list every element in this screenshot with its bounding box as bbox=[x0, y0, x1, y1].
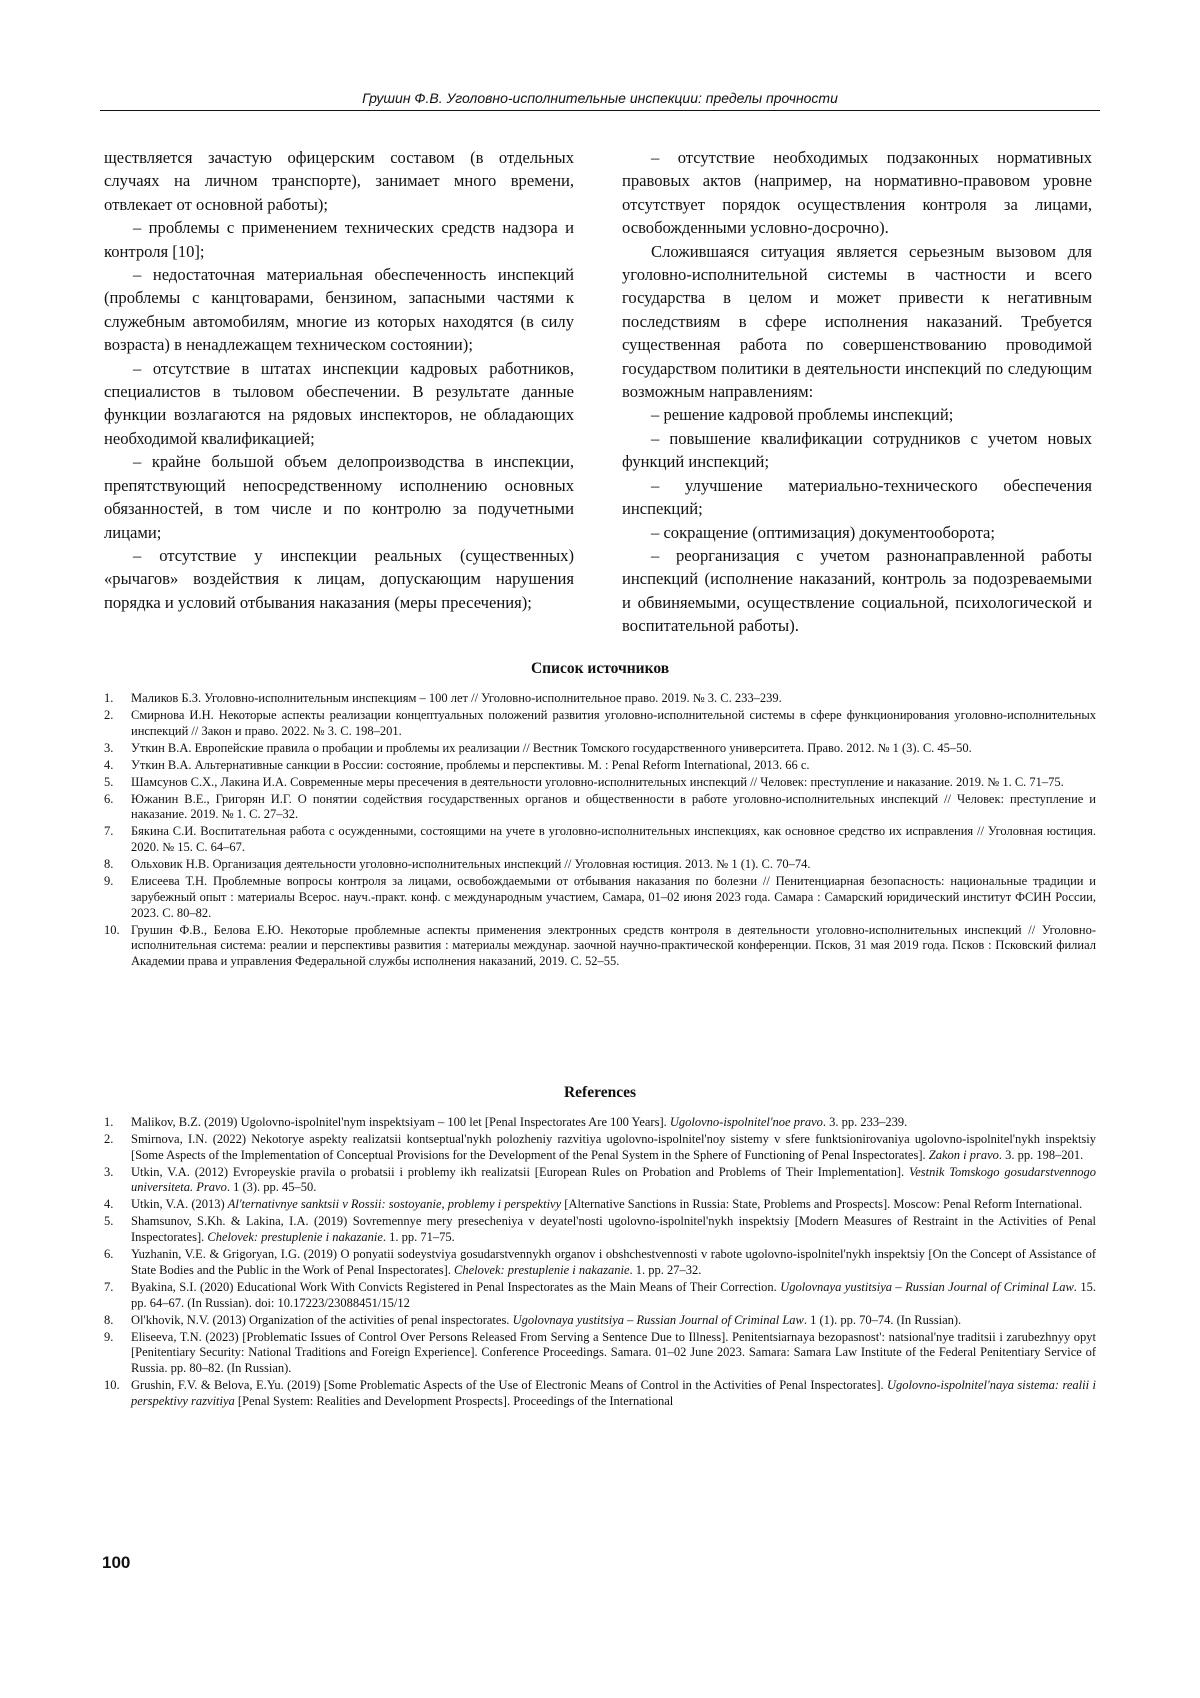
sources-list bbox=[104, 691, 1096, 971]
reference-entry-text: [Alternative Sanctions in Russia: State, Problems and Prospects]. Moscow: Penal Reform International. bbox=[561, 1197, 1082, 1211]
reference-entry-9 bbox=[104, 1330, 1096, 1377]
reference-entry-text: Smirnova, I.N. (2022) Nekotorye aspekty realizatsii kontseptual'nykh polozheniy razvitiya ugolovno-ispolnitel'noy sistemy v sfere funktsionirovaniya ugolovno-ispolnitel'nykh inspektsiy [Some Aspects of the Implementation of Conceptual Provisions for the Development of the Penal System in the Sphere of Functioning of Penal Inspectorates]. bbox=[131, 1132, 1096, 1162]
left-column-paragraph-4: – отсутствие в штатах инспекции кадровых работни­ков, специалистов в тыловом обеспечении. В результате данные функции возлагаются на рядовых инспекторов, не обладающих необходимой квалификацией; bbox=[104, 357, 574, 451]
source-entry-number: 6. bbox=[104, 792, 113, 808]
reference-entry-text: Utkin, V.A. (2013) bbox=[131, 1197, 228, 1211]
page-number: 100 bbox=[102, 1553, 130, 1573]
source-entry-text: Елисеева Т.Н. Проблемные вопросы контроля за лицами, освобождаемыми от отбывания наказания по болезни // Пенитенциарная безопас­ность: национальные традиции и зарубежный опыт : материалы Всерос. науч.-практ. конф. с международным участием, Самара, 01–02 июня 2023 года. Самара : Самарский юридический институт ФСИН России, 2023. С. 80–82. bbox=[131, 874, 1096, 919]
reference-entry-number: 6. bbox=[104, 1247, 113, 1263]
reference-entry-source-title: Vestnik Tomskogo gosudarstvennogo universiteta. Pravo bbox=[131, 1165, 1096, 1195]
source-entry-9 bbox=[104, 874, 1096, 921]
source-entry-number: 5. bbox=[104, 775, 113, 791]
left-column-paragraph-5: – крайне большой объем делопроизводства в инспек­ции, препятствующий непосредственному исполнению основных обязанностей, в том числе и по контролю за подучетными лицами; bbox=[104, 450, 574, 544]
references-list bbox=[104, 1115, 1096, 1411]
reference-entry-4 bbox=[104, 1197, 1096, 1213]
reference-entry-text: . 3. pp. 198–201. bbox=[999, 1148, 1083, 1162]
source-entry-7 bbox=[104, 824, 1096, 855]
reference-entry-source-title: Al'ternativnye sanktsii v Rossii: sostoyanie, problemy i perspektivy bbox=[228, 1197, 561, 1211]
source-entry-number: 1. bbox=[104, 691, 113, 707]
reference-entry-source-title: Zakon i pravo bbox=[929, 1148, 999, 1162]
reference-entry-5 bbox=[104, 1214, 1096, 1245]
left-column-paragraph-1: ществляется зачастую офицерским составом (в отдель­ных случаях на личном транспорте), занимает много времени, отвлекает от основной работы); bbox=[104, 146, 574, 216]
reference-entry-source-title: Chelovek: prestuplenie i nakazanie bbox=[207, 1230, 383, 1244]
reference-entry-text: Yuzhanin, V.E. & Grigoryan, I.G. (2019) O ponyatii sodeystviya gosudarstvennykh organov i obshchestvennosti v rabote ugolovno-ispolnitel'nykh inspektsiy [On the Concept of Assistance of State Bodies and the Public in the Work of Penal Inspectorates]. bbox=[131, 1247, 1096, 1277]
reference-entry-number: 5. bbox=[104, 1214, 113, 1230]
reference-entry-text: Grushin, F.V. & Belova, E.Yu. (2019) [Some Problematic Aspects of the Use of Electronic Means of Control in the Activities of Penal Inspectorates]. bbox=[131, 1378, 887, 1392]
header-rule bbox=[100, 110, 1100, 111]
source-entry-2 bbox=[104, 708, 1096, 739]
reference-entry-10 bbox=[104, 1378, 1096, 1409]
source-entry-text: Бякина С.И. Воспитательная работа с осужденными, состоящими на учете в уголовно-исполнительных инспекциях, как основное средство их исправления // Уголовная юстиция. 2020. № 15. С. 64–67. bbox=[131, 824, 1096, 854]
reference-entry-number: 1. bbox=[104, 1115, 113, 1131]
reference-entry-text: Malikov, B.Z. (2019) Ugolovno-ispolnitel'nym inspektsiyam – 100 let [Penal Inspectorates Are 100 Years]. bbox=[131, 1115, 670, 1129]
reference-entry-text: Byakina, S.I. (2020) Educational Work With Convicts Registered in Penal Inspectorates as the Main Means of Their Correction. bbox=[131, 1280, 780, 1294]
reference-entry-text: [Penal System: Realities and Development Prospects]. Proceedings of the International bbox=[235, 1394, 673, 1408]
source-entry-number: 3. bbox=[104, 741, 113, 757]
reference-entry-8 bbox=[104, 1313, 1096, 1329]
reference-entry-text: . 1 (3). pp. 45–50. bbox=[227, 1180, 317, 1194]
source-entry-10 bbox=[104, 923, 1096, 970]
source-entry-text: Уткин В.А. Альтернативные санкции в России: состояние, проблемы и перспективы. М. : Penal Reform International, 2013. 66 с. bbox=[131, 758, 810, 772]
reference-entry-number: 10. bbox=[104, 1378, 120, 1394]
right-text-column bbox=[622, 146, 1092, 638]
reference-entry-source-title: Chelovek: prestuplenie i nakazanie bbox=[454, 1263, 630, 1277]
reference-entry-text: . 1 (1). pp. 70–74. (In Russian). bbox=[804, 1313, 961, 1327]
reference-entry-text: Eliseeva, T.N. (2023) [Problematic Issues of Control Over Persons Released From Serving a Sentence Due to Illness]. Penitentsiarnaya bezopasnost': natsional'nye traditsii i zarubezhnyy opyt [Penitentiary Security: National Traditions and Foreign Experience]. Conference Proceedings. Samara. 01–02 June 2023. Samara: Samara Law Institute of the Federal Penitentiary Service of Russia. pp. 80–82. (In Russian). bbox=[131, 1330, 1096, 1375]
source-entry-number: 8. bbox=[104, 857, 113, 873]
source-entry-number: 9. bbox=[104, 874, 113, 890]
reference-entry-text: . 15. pp. 64–67. (In Russian). doi: 10.17223/23088451/15/12 bbox=[131, 1280, 1096, 1310]
left-column-paragraph-2: – проблемы с применением технических средств надзора и контроля [10]; bbox=[104, 216, 574, 263]
reference-entry-7 bbox=[104, 1280, 1096, 1311]
source-entry-1 bbox=[104, 691, 1096, 707]
reference-entry-text: . 3. pp. 233–239. bbox=[823, 1115, 907, 1129]
running-head: Грушин Ф.В. Уголовно-исполнительные инспекции: пределы прочности bbox=[100, 89, 1100, 107]
reference-entry-number: 3. bbox=[104, 1165, 113, 1181]
source-entry-text: Маликов Б.З. Уголовно-исполнительным инспекциям – 100 лет // Уголовно-исполнительное право. 2019. № 3. С. 233–239. bbox=[131, 691, 782, 705]
reference-entry-number: 8. bbox=[104, 1313, 113, 1329]
reference-entry-text: . 1. pp. 27–32. bbox=[630, 1263, 702, 1277]
right-column-paragraph-6: – сокращение (оптимизация) документооборота; bbox=[622, 521, 1092, 544]
reference-entry-source-title: Ugolovno-ispolnitel'naya sistema: realii i perspektivy razvitiya bbox=[131, 1378, 1096, 1408]
left-column-paragraph-3: – недостаточная материальная обеспеченность ин­спекций (проблемы с канцтоварами, бензином, запас­ными частями к служебным автомобилям, многие из ко­торых находятся (в силу возраста) в ненадлежащем тех­ническом состоянии); bbox=[104, 263, 574, 357]
left-text-column bbox=[104, 146, 574, 614]
source-entry-4 bbox=[104, 758, 1096, 774]
reference-entry-text: Ol'khovik, N.V. (2013) Organization of the activities of penal inspectorates. bbox=[131, 1313, 513, 1327]
reference-entry-6 bbox=[104, 1247, 1096, 1278]
reference-entry-number: 9. bbox=[104, 1330, 113, 1346]
right-column-paragraph-5: – улучшение материально-технического обеспече­ния инспекций; bbox=[622, 474, 1092, 521]
source-entry-number: 10. bbox=[104, 923, 120, 939]
source-entry-text: Смирнова И.Н. Некоторые аспекты реализации концептуальных положений развития уголовно-исполнительной системы в сфере функцио­нирования уголовно-исполнительных инспекций // Закон и право. 2022. № 3. С. 198–201. bbox=[131, 708, 1096, 738]
reference-entry-3 bbox=[104, 1165, 1096, 1196]
reference-entry-2 bbox=[104, 1132, 1096, 1163]
source-entry-3 bbox=[104, 741, 1096, 757]
sources-heading: Список источников bbox=[100, 659, 1100, 679]
source-entry-text: Шамсунов С.Х., Лакина И.А. Современные меры пресечения в деятельности уголовно-исполнительных инспекций // Человек: преступление и наказание. 2019. № 1. С. 71–75. bbox=[131, 775, 1064, 789]
references-heading: References bbox=[100, 1083, 1100, 1103]
source-entry-6 bbox=[104, 792, 1096, 823]
reference-entry-text: . 1. pp. 71–75. bbox=[383, 1230, 455, 1244]
reference-entry-number: 2. bbox=[104, 1132, 113, 1148]
source-entry-5 bbox=[104, 775, 1096, 791]
reference-entry-source-title: Ugolovnaya yustitsiya – Russian Journal of Criminal Law bbox=[780, 1280, 1074, 1294]
journal-page bbox=[0, 0, 1200, 1698]
source-entry-text: Уткин В.А. Европейские правила о пробации и проблемы их реализации // Вестник Томского государственного университета. Право. 2012. № 1 (3). С. 45–50. bbox=[131, 741, 972, 755]
reference-entry-source-title: Ugolovno-ispolnitel'noe pravo bbox=[670, 1115, 823, 1129]
right-column-paragraph-2: Сложившаяся ситуация является серьезным вызовом для уголовно-исполнительной системы в частности и всего государства в целом и может привести к негатив­ным последствиям в сфере исполнения наказаний. Требу­ется существенная работа по совершенствованию прово­димой государством политики в деятельности инспекций по следующим возможным направлениям: bbox=[622, 240, 1092, 404]
reference-entry-1 bbox=[104, 1115, 1096, 1131]
reference-entry-number: 4. bbox=[104, 1197, 113, 1213]
source-entry-text: Южанин В.Е., Григорян И.Г. О понятии содействия государственных органов и общественности в работе уголовно-исполнительных инспек­ций // Человек: преступление и наказание. 2019. № 1. С. 27–32. bbox=[131, 792, 1096, 822]
right-column-paragraph-3: – решение кадровой проблемы инспекций; bbox=[622, 403, 1092, 426]
reference-entry-number: 7. bbox=[104, 1280, 113, 1296]
right-column-paragraph-7: – реорганизация с учетом разнонаправленной ра­боты инспекций (исполнение наказаний, контроль за по­дозреваемыми и обвиняемыми, осуществление социаль­ной, психологической и воспитательной работы). bbox=[622, 544, 1092, 638]
reference-entry-text: Utkin, V.A. (2012) Evropeyskie pravila o probatsii i problemy ikh realizatsii [European Rules on Probation and Problems of Their Implementation]. bbox=[131, 1165, 909, 1179]
reference-entry-text: Shamsunov, S.Kh. & Lakina, I.A. (2019) Sovremennye mery presecheniya v deyatel'nosti ugolovno-ispolnitel'nykh inspektsiy [Modern Measures of Restraint in the Activities of Penal Inspectorates]. bbox=[131, 1214, 1096, 1244]
source-entry-text: Ольховик Н.В. Организация деятельности уголовно-исполнительных инспекций // Уголовная юстиция. 2013. № 1 (1). С. 70–74. bbox=[131, 857, 811, 871]
reference-entry-source-title: Ugolovnaya yustitsiya – Russian Journal of Criminal Law bbox=[513, 1313, 804, 1327]
source-entry-number: 7. bbox=[104, 824, 113, 840]
source-entry-number: 2. bbox=[104, 708, 113, 724]
right-column-paragraph-1: – отсутствие необходимых подзаконных норматив­ных правовых актов (например, на нормативно-право­вом уровне отсутствует порядок осуществления кон­троля за лицами, освобожденными условно-досрочно). bbox=[622, 146, 1092, 240]
source-entry-8 bbox=[104, 857, 1096, 873]
right-column-paragraph-4: – повышение квалификации сотрудников с учетом новых функций инспекций; bbox=[622, 427, 1092, 474]
left-column-paragraph-6: – отсутствие у инспекции реальных (существенных) «рычагов» воздействия к лицам, допускающим нарушения порядка и условий отбывания наказания (меры пресечения); bbox=[104, 544, 574, 614]
source-entry-text: Грушин Ф.В., Белова Е.Ю. Некоторые проблемные аспекты применения электронных средств контроля в деятельности уголовно-исполни­тельных инспекций // Уголовно-исполнительная система: реалии и перспективы развития : материалы междунар. заочной научно-практиче­ской конференции. Псков, 31 мая 2019 года. Псков : Псковский филиал Академии права и управления Федеральной службы исполнения наказаний, 2019. С. 52–55. bbox=[131, 923, 1096, 968]
source-entry-number: 4. bbox=[104, 758, 113, 774]
